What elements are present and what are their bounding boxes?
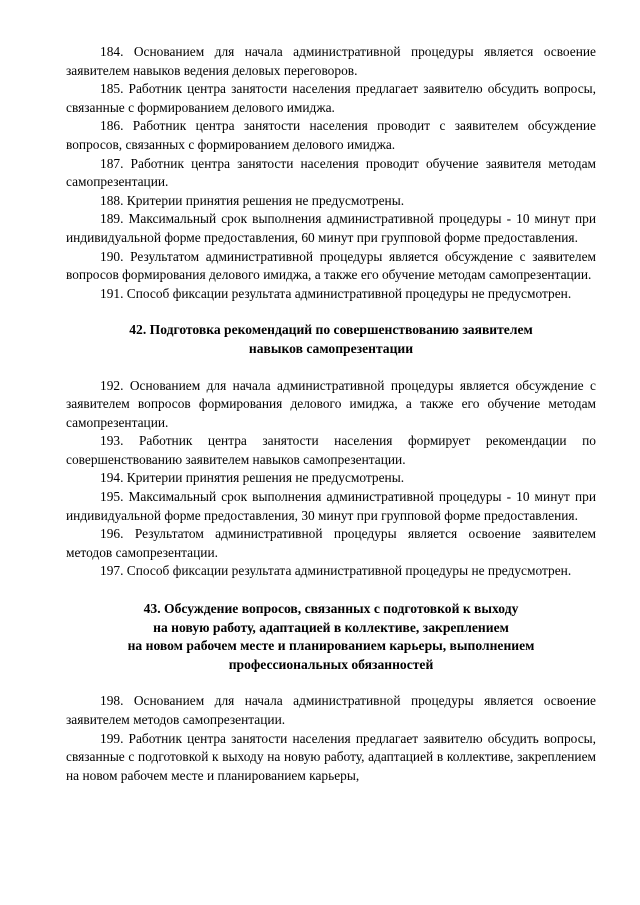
paragraph-186: 186. Работник центра занятости населения проводит с заявителем обсуждение вопросов, связанных с формированием делового имиджа.	[66, 118, 596, 152]
paragraph-187: 187. Работник центра занятости населения проводит обучение заявителя методам самопрезентации.	[66, 155, 596, 190]
paragraph-185: 185. Работник центра занятости населения предлагает заявителю обсудить вопросы, связанные с формированием делового имиджа.	[66, 81, 596, 115]
paragraph-199: 199. Работник центра занятости населения предлагает заявителю обсудить вопросы, связанные с подготовкой к выходу на новую работу, адаптацией в коллективе, закреплением на новом рабочем месте и планированием карьеры,	[66, 730, 596, 783]
paragraph-189: 189. Максимальный срок выполнения административной процедуры - 10 минут при индивидуальной форме предоставления, 60 минут при групповой форме предоставления.	[66, 211, 596, 245]
section-heading-43	[66, 600, 596, 674]
section-heading-43-line-2: на новую работу, адаптацией в коллективе, закреплением	[153, 619, 509, 635]
section-heading-42-line-1: 42. Подготовка рекомендаций по совершенствованию заявителем	[129, 322, 533, 338]
paragraph-197: 197. Способ фиксации результата административной процедуры не предусмотрен.	[100, 563, 572, 579]
paragraph-192: 192. Основанием для начала административной процедуры является обсуждение с заявителем вопросов формирования делового имиджа, а также его обучение методам самопрезентации.	[66, 377, 596, 430]
paragraph-196: 196. Результатом административной процедуры является освоение заявителем методов самопрезентации.	[66, 526, 596, 560]
paragraph-188: 188. Критерии принятия решения не предусмотрены.	[100, 192, 405, 208]
paragraph-193: 193. Работник центра занятости населения формирует рекомендации по совершенствованию заявителем навыков самопрезентации.	[66, 433, 596, 467]
section-heading-43-line-3: на новом рабочем месте и планированием карьеры, выполнением	[127, 638, 535, 654]
section-heading-43-line-1: 43. Обсуждение вопросов, связанных с подготовкой к выходу	[143, 601, 519, 617]
paragraph-194: 194. Критерии принятия решения не предусмотрены.	[100, 470, 405, 486]
paragraph-184: 184. Основанием для начала административной процедуры является освоение заявителем навыков ведения деловых переговоров.	[66, 44, 596, 78]
section-heading-43-line-4: профессиональных обязанностей	[228, 656, 434, 672]
paragraph-190: 190. Результатом административной процедуры является обсуждение с заявителем вопросов формирования делового имиджа, а также его обучение методам самопрезентации.	[66, 248, 596, 283]
section-heading-42-line-2: навыков самопрезентации	[248, 340, 414, 356]
section-heading-42	[66, 321, 596, 358]
paragraph-195: 195. Максимальный срок выполнения административной процедуры - 10 минут при индивидуальной форме предоставления, 30 минут при групповой форме предоставления.	[66, 489, 596, 523]
paragraph-198: 198. Основанием для начала административной процедуры является освоение заявителем методов самопрезентации.	[66, 693, 596, 727]
document-page	[66, 43, 596, 785]
paragraph-191: 191. Способ фиксации результата административной процедуры не предусмотрен.	[100, 285, 572, 301]
